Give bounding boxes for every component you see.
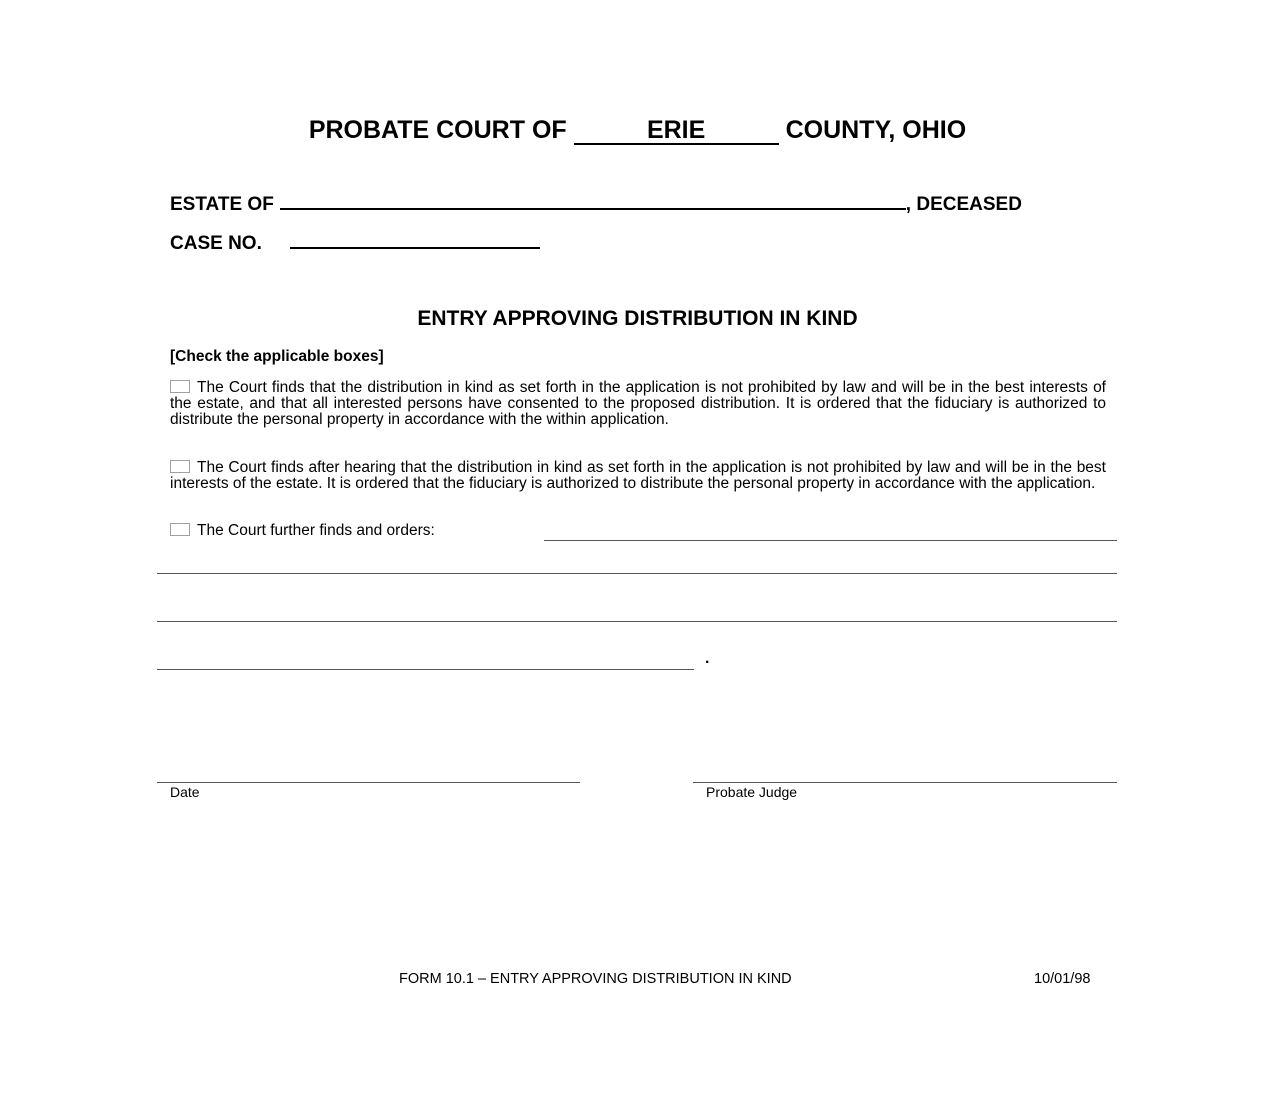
- orders-end-period: .: [705, 650, 710, 667]
- document-title: ENTRY APPROVING DISTRIBUTION IN KIND: [417, 307, 858, 330]
- option-hearing-paragraph: [170, 460, 1106, 492]
- option-further-row: [170, 523, 435, 539]
- option-hearing-text: The Court finds after hearing that the distribution in kind as set forth in the application is not prohibited by law and will be in the best interests of the estate. It is ordered that the fiduciary is authorized to distribute the personal property in accordance with the application.: [170, 459, 1106, 492]
- option-consent-text: The Court finds that the distribution in kind as set forth in the application is not prohibited by law and will be in the best interests of the estate, and that all interested persons have consented to the proposed distribution. It is ordered that the fiduciary is authorized to distribute the personal property in accordance with the within application.: [170, 379, 1106, 428]
- case-number-field[interactable]: [290, 229, 540, 249]
- date-label: Date: [170, 784, 200, 800]
- option-further-checkbox[interactable]: [170, 523, 190, 536]
- orders-line-2[interactable]: [157, 573, 1117, 574]
- option-consent-paragraph: [170, 380, 1106, 428]
- option-consent-checkbox[interactable]: [170, 380, 190, 393]
- orders-line-4[interactable]: [157, 669, 694, 670]
- orders-line-1[interactable]: [544, 540, 1117, 541]
- estate-name-field[interactable]: [280, 190, 906, 210]
- orders-line-3[interactable]: [157, 621, 1117, 622]
- case-row: [170, 229, 540, 255]
- instructions: [Check the applicable boxes]: [170, 348, 384, 365]
- court-title-suffix: COUNTY, OHIO: [785, 116, 967, 144]
- option-hearing-checkbox[interactable]: [170, 460, 190, 473]
- estate-label: ESTATE OF: [170, 194, 274, 215]
- date-signature-line[interactable]: [157, 782, 580, 783]
- judge-signature-line[interactable]: [693, 782, 1117, 783]
- footer-revision-date: 10/01/98: [1034, 971, 1091, 987]
- footer-form-label: FORM 10.1 – ENTRY APPROVING DISTRIBUTION IN KIND: [399, 971, 792, 987]
- estate-row: [170, 190, 1022, 216]
- court-title: [0, 116, 1275, 145]
- probate-judge-label: Probate Judge: [706, 784, 798, 800]
- estate-suffix: , DECEASED: [905, 194, 1022, 215]
- case-label: CASE NO.: [170, 233, 262, 254]
- court-title-prefix: PROBATE COURT OF: [308, 116, 567, 144]
- county-field[interactable]: ERIE: [574, 117, 779, 145]
- option-further-text: The Court further finds and orders:: [197, 522, 435, 539]
